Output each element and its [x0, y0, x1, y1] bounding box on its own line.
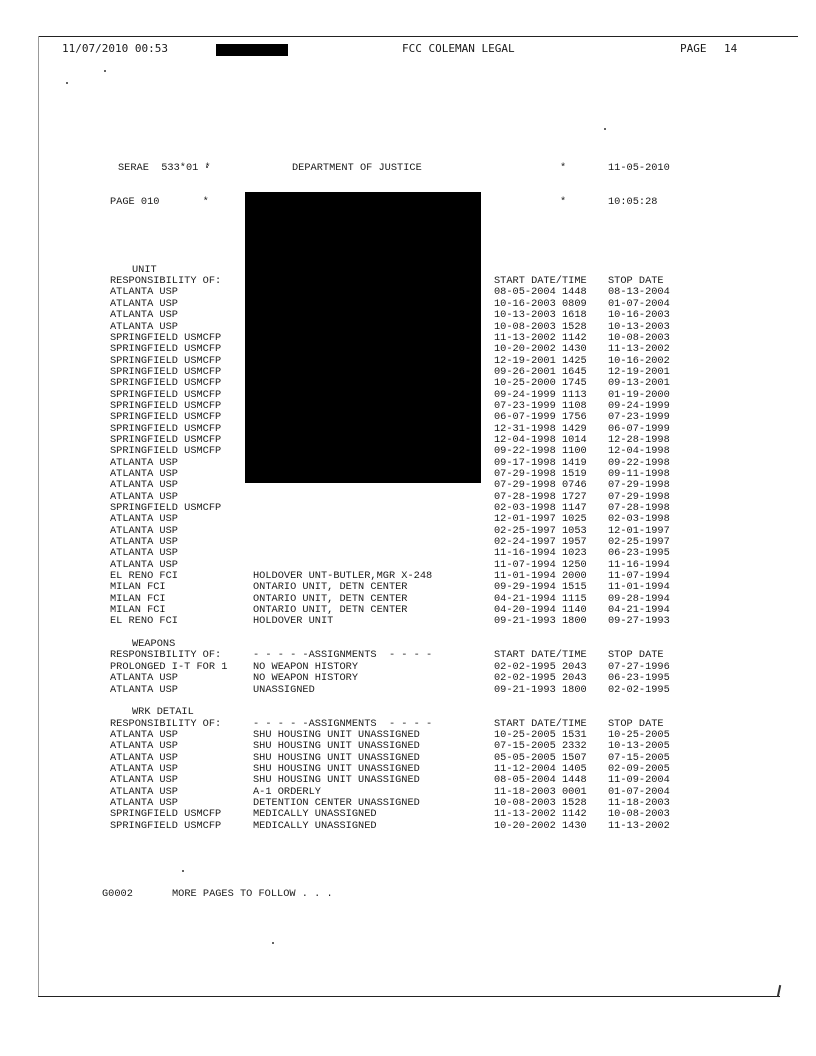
report-star: *: [560, 161, 567, 174]
cell-resp: ATLANTA USP: [110, 683, 178, 696]
table-row: [110, 683, 670, 696]
cell-resp: ATLANTA USP: [110, 536, 178, 549]
cell-resp: SPRINGFIELD USMCFP: [110, 354, 222, 367]
cell-start: 06-07-1999 1756: [494, 411, 587, 424]
table-row: [110, 774, 670, 787]
cell-resp: MILAN FCI: [110, 604, 166, 617]
cell-assign: MEDICALLY UNASSIGNED: [253, 808, 377, 821]
section-name: WRK DETAIL: [132, 706, 194, 719]
report-page: PAGE 010 *: [110, 195, 209, 208]
table-row: [110, 740, 670, 753]
cell-assign: ONTARIO UNIT, DETN CENTER: [253, 581, 408, 594]
cell-stop: 11-16-1994: [608, 558, 670, 571]
cell-stop: 06-23-1995: [608, 672, 670, 685]
cell-resp: ATLANTA USP: [110, 740, 178, 753]
footer-code: G0002: [102, 887, 133, 900]
cell-resp: ATLANTA USP: [110, 456, 178, 469]
cell-assign: ONTARIO UNIT, DETN CENTER: [253, 604, 408, 617]
cell-start: 09-26-2001 1645: [494, 365, 587, 378]
report-footer: [102, 887, 333, 900]
report-star: *: [560, 195, 567, 208]
page-border-left: [38, 36, 39, 996]
cell-start: 12-31-1998 1429: [494, 422, 587, 435]
cell-start: 02-02-1995 2043: [494, 672, 587, 685]
cell-start: 08-05-2004 1448: [494, 774, 587, 787]
cell-stop: 08-13-2004: [608, 286, 670, 299]
cell-start: 11-16-1994 1023: [494, 547, 587, 560]
cell-stop: 10-16-2002: [608, 354, 670, 367]
cell-start: 07-15-2005 2332: [494, 740, 587, 753]
cell-start: 09-21-1993 1800: [494, 683, 587, 696]
cell-assign: SHU HOUSING UNIT UNASSIGNED: [253, 740, 420, 753]
cell-assign: HOLDOVER UNIT: [253, 615, 334, 628]
cell-start: 10-25-2000 1745: [494, 377, 587, 390]
cell-resp: ATLANTA USP: [110, 320, 178, 333]
fax-page-number: 14: [724, 42, 738, 55]
cell-resp: ATLANTA USP: [110, 728, 178, 741]
cell-resp: SPRINGFIELD USMCFP: [110, 433, 222, 446]
cell-stop: 10-25-2005: [608, 728, 670, 741]
cell-resp: SPRINGFIELD USMCFP: [110, 411, 222, 424]
cell-resp: SPRINGFIELD USMCFP: [110, 502, 222, 514]
cell-stop: 02-02-1995: [608, 683, 670, 696]
page-border-bottom: [38, 996, 780, 997]
cell-stop: 07-23-1999: [608, 411, 670, 424]
cell-stop: 07-29-1998: [608, 479, 670, 492]
cell-start: 12-04-1998 1014: [494, 433, 587, 446]
cell-resp: EL RENO FCI: [110, 570, 178, 583]
cell-stop: 12-19-2001: [608, 365, 670, 378]
cell-stop: 07-28-1998: [608, 502, 670, 514]
section-name: UNIT: [132, 263, 157, 276]
cell-start: 11-01-1994 2000: [494, 570, 587, 583]
cell-stop: 10-08-2003: [608, 808, 670, 821]
cell-resp: SPRINGFIELD USMCFP: [110, 819, 222, 832]
cell-resp: ATLANTA USP: [110, 524, 178, 537]
cell-stop: 04-21-1994: [608, 604, 670, 617]
cell-resp: SPRINGFIELD USMCFP: [110, 365, 222, 378]
cell-resp: ATLANTA USP: [110, 762, 178, 775]
cell-assign: SHU HOUSING UNIT UNASSIGNED: [253, 762, 420, 775]
column-header-resp: RESPONSIBILITY OF:: [110, 717, 222, 730]
section-title: [110, 706, 194, 719]
cell-assign: DETENTION CENTER UNASSIGNED: [253, 796, 420, 809]
cell-resp: ATLANTA USP: [110, 490, 178, 503]
cell-stop: 06-07-1999: [608, 422, 670, 435]
cell-resp: ATLANTA USP: [110, 751, 178, 764]
cell-start: 10-20-2002 1430: [494, 343, 587, 356]
cell-start: 11-13-2002 1142: [494, 808, 587, 821]
cell-start: 02-24-1997 1957: [494, 536, 587, 549]
cell-stop: 01-19-2000: [608, 388, 670, 401]
column-header-start: START DATE/TIME: [494, 649, 587, 662]
redaction-block: [245, 192, 481, 483]
cell-stop: 09-27-1993: [608, 615, 670, 628]
cell-resp: ATLANTA USP: [110, 513, 178, 526]
table-row: [110, 513, 670, 526]
assignment-history-report: [102, 140, 670, 911]
cell-start: 04-21-1994 1115: [494, 592, 587, 605]
cell-start: 07-23-1999 1108: [494, 399, 587, 412]
cell-resp: MILAN FCI: [110, 581, 166, 594]
column-header-stop: STOP DATE: [608, 649, 664, 662]
cell-stop: 02-03-1998: [608, 513, 670, 526]
cell-resp: SPRINGFIELD USMCFP: [110, 445, 222, 458]
cell-assign: MEDICALLY UNASSIGNED: [253, 819, 377, 832]
cell-stop: 07-15-2005: [608, 751, 670, 764]
cell-stop: 02-09-2005: [608, 762, 670, 775]
cell-start: 12-01-1997 1025: [494, 513, 587, 526]
cell-stop: 02-25-1997: [608, 536, 670, 549]
cell-start: 10-08-2003 1528: [494, 320, 587, 333]
column-header-resp: RESPONSIBILITY OF:: [110, 275, 222, 288]
cell-stop: 09-22-1998: [608, 456, 670, 469]
cell-start: 08-05-2004 1448: [494, 286, 587, 299]
cell-stop: 10-13-2003: [608, 320, 670, 333]
report-header-line-1: [110, 161, 670, 174]
cell-start: 10-08-2003 1528: [494, 796, 587, 809]
cell-start: 12-19-2001 1425: [494, 354, 587, 367]
cell-stop: 09-24-1999: [608, 399, 670, 412]
scan-speck: [604, 128, 606, 130]
cell-resp: ATLANTA USP: [110, 796, 178, 809]
cell-start: 11-12-2004 1405: [494, 762, 587, 775]
cell-start: 07-28-1998 1727: [494, 490, 587, 503]
cell-assign: NO WEAPON HISTORY: [253, 660, 359, 673]
cell-assign: UNASSIGNED: [253, 683, 315, 696]
cell-stop: 11-13-2002: [608, 819, 670, 832]
cell-assign: SHU HOUSING UNIT UNASSIGNED: [253, 774, 420, 787]
cell-stop: 01-07-2004: [608, 297, 670, 310]
cell-resp: ATLANTA USP: [110, 309, 178, 322]
cell-stop: 09-28-1994: [608, 592, 670, 605]
column-header-assign: - - - - -ASSIGNMENTS - - - -: [253, 717, 433, 730]
cell-stop: 11-18-2003: [608, 796, 670, 809]
cell-resp: ATLANTA USP: [110, 467, 178, 480]
cell-resp: SPRINGFIELD USMCFP: [110, 377, 222, 390]
cell-start: 04-20-1994 1140: [494, 604, 587, 617]
cell-start: 05-05-2005 1507: [494, 751, 587, 764]
cell-resp: ATLANTA USP: [110, 297, 178, 310]
table-row: [110, 343, 670, 356]
cell-assign: SHU HOUSING UNIT UNASSIGNED: [253, 751, 420, 764]
cell-resp: SPRINGFIELD USMCFP: [110, 331, 222, 344]
cell-assign: NO WEAPON HISTORY: [253, 672, 359, 685]
cell-start: 10-16-2003 0809: [494, 297, 587, 310]
cell-resp: ATLANTA USP: [110, 286, 178, 299]
section-name: WEAPONS: [132, 638, 176, 651]
column-header-stop: STOP DATE: [608, 275, 664, 288]
scan-mark: [777, 985, 781, 997]
cell-resp: MILAN FCI: [110, 592, 166, 605]
column-header-start: START DATE/TIME: [494, 275, 587, 288]
page-border-top: [38, 36, 798, 37]
fax-page-label: PAGE: [680, 42, 707, 55]
cell-stop: 09-11-1998: [608, 467, 670, 480]
table-row: [110, 672, 670, 685]
cell-resp: SPRINGFIELD USMCFP: [110, 808, 222, 821]
table-row: [110, 479, 670, 492]
cell-assign: HOLDOVER UNT-BUTLER,MGR X-248: [253, 570, 433, 583]
cell-stop: 06-23-1995: [608, 547, 670, 560]
cell-start: 09-24-1999 1113: [494, 388, 587, 401]
cell-stop: 12-01-1997: [608, 524, 670, 537]
cell-start: 09-29-1994 1515: [494, 581, 587, 594]
column-header-start: START DATE/TIME: [494, 717, 587, 730]
cell-assign: SHU HOUSING UNIT UNASSIGNED: [253, 728, 420, 741]
table-row: [110, 819, 670, 832]
table-row: [110, 445, 670, 458]
cell-start: 02-02-1995 2043: [494, 660, 587, 673]
fax-redaction-bar: [216, 44, 288, 56]
cell-resp: SPRINGFIELD USMCFP: [110, 343, 222, 356]
cell-start: 09-21-1993 1800: [494, 615, 587, 628]
scan-speck: [182, 870, 184, 872]
cell-stop: 12-04-1998: [608, 445, 670, 458]
fax-header: [62, 42, 792, 58]
cell-start: 11-07-1994 1250: [494, 558, 587, 571]
cell-assign: ONTARIO UNIT, DETN CENTER: [253, 592, 408, 605]
cell-start: 09-17-1998 1419: [494, 456, 587, 469]
report-date: 11-05-2010: [608, 161, 670, 174]
report-code: SERAE 533*01 *: [118, 161, 211, 174]
scan-speck: [272, 942, 274, 944]
cell-stop: 11-13-2002: [608, 343, 670, 356]
cell-resp: PROLONGED I-T FOR 1: [110, 660, 228, 673]
report-dept: DEPARTMENT OF JUSTICE: [292, 161, 422, 174]
cell-start: 11-18-2003 0001: [494, 785, 587, 798]
table-row: [110, 615, 670, 628]
cell-stop: 07-29-1998: [608, 490, 670, 503]
cell-stop: 10-08-2003: [608, 331, 670, 344]
cell-resp: SPRINGFIELD USMCFP: [110, 399, 222, 412]
cell-start: 09-22-1998 1100: [494, 445, 587, 458]
column-header-assign: - - - - -ASSIGNMENTS - - - -: [253, 649, 433, 662]
cell-stop: 07-27-1996: [608, 660, 670, 673]
cell-start: 10-13-2003 1618: [494, 309, 587, 322]
column-header-stop: STOP DATE: [608, 717, 664, 730]
cell-resp: ATLANTA USP: [110, 672, 178, 685]
cell-stop: 01-07-2004: [608, 785, 670, 798]
cell-resp: ATLANTA USP: [110, 774, 178, 787]
fax-datetime: 11/07/2010 00:53: [62, 42, 168, 55]
cell-start: 07-29-1998 1519: [494, 467, 587, 480]
fax-sender: FCC COLEMAN LEGAL: [402, 42, 515, 55]
cell-start: 10-20-2002 1430: [494, 819, 587, 832]
column-header-resp: RESPONSIBILITY OF:: [110, 649, 222, 662]
scan-speck: [104, 70, 106, 72]
footer-text: MORE PAGES TO FOLLOW . . .: [172, 887, 333, 900]
cell-assign: A-1 ORDERLY: [253, 785, 321, 798]
report-time: 10:05:28: [608, 195, 658, 208]
scan-speck: [66, 82, 68, 84]
cell-start: 02-03-1998 1147: [494, 502, 587, 514]
cell-start: 07-29-1998 0746: [494, 479, 587, 492]
cell-resp: ATLANTA USP: [110, 785, 178, 798]
table-row: [110, 309, 670, 322]
cell-start: 11-13-2002 1142: [494, 331, 587, 344]
cell-stop: 10-13-2005: [608, 740, 670, 753]
cell-stop: 11-07-1994: [608, 570, 670, 583]
cell-resp: ATLANTA USP: [110, 547, 178, 560]
cell-stop: 11-09-2004: [608, 774, 670, 787]
cell-start: 10-25-2005 1531: [494, 728, 587, 741]
cell-resp: ATLANTA USP: [110, 479, 178, 492]
table-row: [110, 411, 670, 424]
cell-stop: 11-01-1994: [608, 581, 670, 594]
cell-stop: 09-13-2001: [608, 377, 670, 390]
table-row: [110, 377, 670, 390]
cell-resp: SPRINGFIELD USMCFP: [110, 422, 222, 435]
cell-start: 02-25-1997 1053: [494, 524, 587, 537]
cell-resp: ATLANTA USP: [110, 558, 178, 571]
cell-stop: 10-16-2003: [608, 309, 670, 322]
cell-resp: EL RENO FCI: [110, 615, 178, 628]
cell-resp: SPRINGFIELD USMCFP: [110, 388, 222, 401]
table-row: [110, 808, 670, 821]
report-sections: [110, 263, 670, 832]
report-header-line-2: [110, 195, 658, 208]
cell-stop: 12-28-1998: [608, 433, 670, 446]
